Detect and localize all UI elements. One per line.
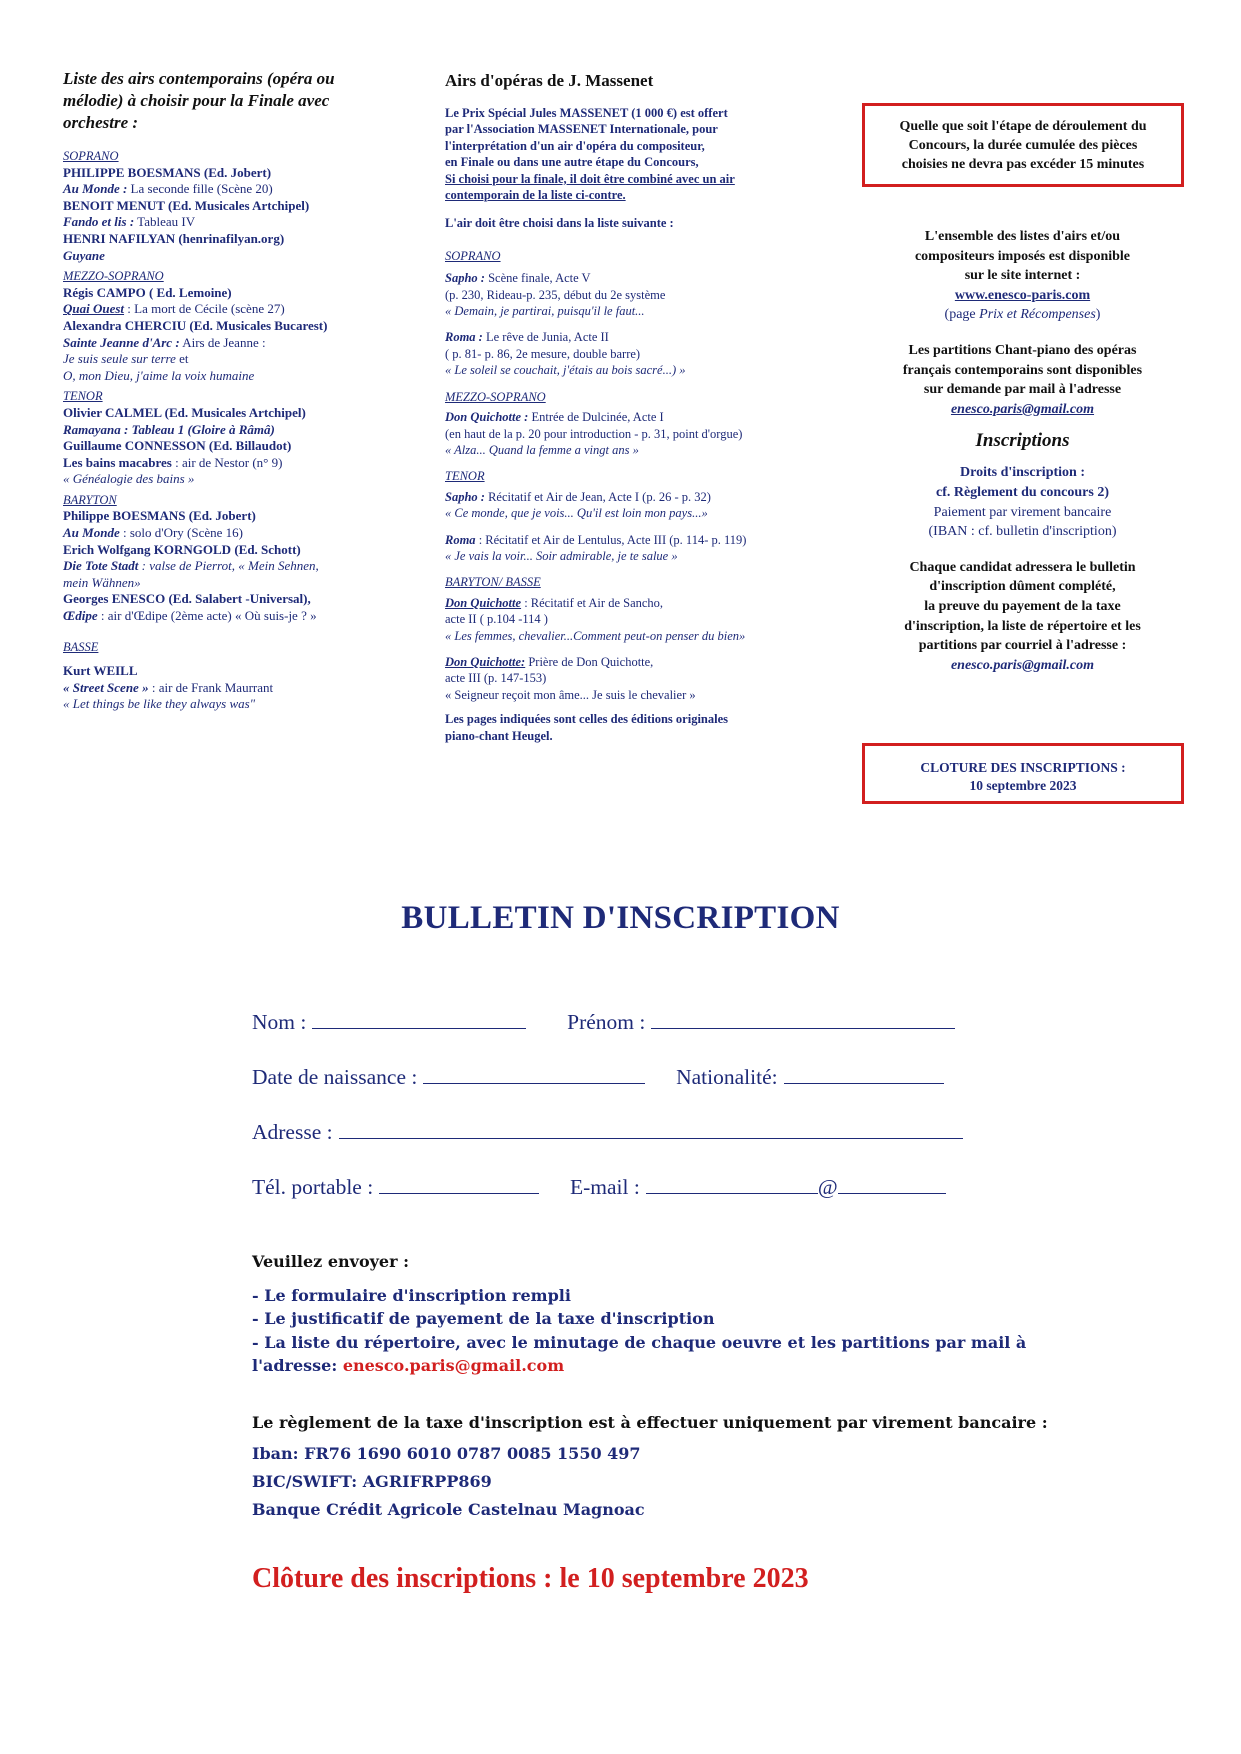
form-row-address: Adresse : [252,1118,963,1145]
email-field-domain[interactable] [838,1173,946,1194]
email-link[interactable]: enesco.paris@gmail.com [950,401,1095,417]
mid-section-bass: BARYTON/ BASSE [445,575,541,590]
finale-combination-note: Si choisi pour la finale, il doit être combiné avec un air [445,171,735,186]
instructions-email[interactable]: enesco.paris@gmail.com [342,1356,565,1375]
nom-field[interactable] [312,1008,526,1029]
form-row-birth: Date de naissance : Nationalité: [252,1063,944,1090]
right-column: L'ensemble des listes d'airs et/ou compositeurs imposés est disponible sur le site internet : www.enesco-paris.com (page Prix et Récompenses) Les partitions Chant-piano des opéras français contemporains sont disponibles sur demande par mail à l'adresse enesco.paris@gmail.com Inscriptions Droits d'inscription : cf. Règlement du concours 2) Paiement par virement bancaire (IBAN : cf. bulletin d'inscription) Chaque candidat adressera le bulletin d'inscription dûment complété, la preuve du payement de la taxe d'inscription, la liste de répertoire et les partitions par courriel à l'adresse : enesco.paris@gmail.com [860,227,1185,675]
form-row-name: Nom : Prénom : [252,1008,955,1035]
middle-column: Airs d'opéras de J. Massenet Le Prix Spécial Jules MASSENET (1 000 €) est offert par l'Association MASSENET Internationale, pour l'interprétation d'un air d'opéra du compositeur, en Finale ou dans une autre étape du Concours, Si choisi pour la finale, il doit être combiné avec un air contemporain de la liste ci-contre. L'air doit être choisi dans la liste suivante : SOPRANO Sapho : Scène finale, Acte V (p. 230, Rideau-p. 235, début du 2e système « Demain, je partirai, puisqu'il le faut... Roma : Le rêve de Junia, Acte II ( p. 81- p. 86, 2e mesure, double barre) « Le soleil se couchait, j'étais au bois sacré...) » MEZZO-SOPRANO Don Quichotte : Entrée de Dulcinée, Acte I (en haut de la p. 20 pour introduction - p. 31, point d'orgue) « Alza... Quand la femme a vingt ans » TENOR Sapho : Récitatif et Air de Jean, Acte I (p. 26 - p. 32) « Ce monde, que je vois... Qu'il est loin mon pays...» Roma : Récitatif et Air de Lentulus, Acte III (p. 114- p. 119) « Je vais la voir... Soir admirable, je te salue » BARYTON/ BASSE Don Quichotte : Récitatif et Air de Sancho, acte II ( p.104 -114 ) « Les femmes, chevalier...Comment peut-on penser du bien» Don Quichotte: Prière de Don Quichotte, acte III (p. 147-153) « Seigneur reçoit mon âme... Je suis le chevalier » Les pages indiquées sont celles des éditions originales piano-chant Heugel. [445,70,825,744]
closing-date-box: CLOTURE DES INSCRIPTIONS : 10 septembre 2023 [862,743,1184,804]
bank-name: Banque Crédit Agricole Castelnau Magnoac [252,1500,645,1519]
email-link-2[interactable]: enesco.paris@gmail.com [950,657,1095,673]
form-title: BULLETIN D'INSCRIPTION [401,900,840,936]
adresse-field[interactable] [339,1118,963,1139]
instructions: Veuillez envoyer : - Le formulaire d'inscription rempli - Le justificatif de payement de la taxe d'inscription - La liste du répertoire, avec le minutage de chaque oeuvre et les partitions par mail à l'adresse: enesco.paris@gmail.com Le règlement de la taxe d'inscription est à effectuer uniquement par virement bancaire : Iban: FR76 1690 6010 0787 0085 1550 497 BIC/SWIFT: AGRIFRPP869 Banque Crédit Agricole Castelnau Magnoac [252,1250,1052,1524]
section-label-basse: BASSE [63,639,99,654]
section-label-tenor: TENOR [63,389,103,404]
section-label-mezzo: MEZZO-SOPRANO [63,269,164,284]
form-row-contact: Tél. portable : E-mail : @ [252,1173,946,1200]
section-label-baryton: BARYTON [63,492,117,507]
mid-section-mezzo: MEZZO-SOPRANO [445,389,546,404]
deadline: Clôture des inscriptions : le 10 septembre 2023 [252,1563,809,1594]
website-link[interactable]: www.enesco-paris.com [954,287,1091,303]
mid-section-tenor: TENOR [445,469,485,484]
left-heading: Liste des airs contemporains (opéra ou mélodie) à choisir pour la Finale avec orchestre : [63,69,335,132]
middle-heading: Airs d'opéras de J. Massenet [445,71,654,90]
mid-section-soprano: SOPRANO [445,248,501,263]
date-naissance-field[interactable] [423,1063,645,1084]
email-field-user[interactable] [646,1173,818,1194]
section-label-soprano: SOPRANO [63,149,119,163]
inscriptions-title: Inscriptions [975,430,1070,452]
telephone-field[interactable] [379,1173,539,1194]
bic: BIC/SWIFT: AGRIFRPP869 [252,1472,492,1491]
nationalite-field[interactable] [784,1063,944,1084]
iban: Iban: FR76 1690 6010 0787 0085 1550 497 [252,1444,641,1463]
left-column: Liste des airs contemporains (opéra ou mélodie) à choisir pour la Finale avec orchestre : SOPRANO PHILIPPE BOESMANS (Ed. Jobert) Au Monde : La seconde fille (Scène 20) BENOIT MENUT (Ed. Musicales Artchipel) Fando et lis : Tableau IV HENRI NAFILYAN (henrinafilyan.org) Guyane MEZZO-SOPRANO Régis CAMPO ( Ed. Lemoine) Quai Ouest : La mort de Cécile (scène 27) Alexandra CHERCIU (Ed. Musicales Bucarest) Sainte Jeanne d'Arc : Airs de Jeanne : Je suis seule sur terre et O, mon Dieu, j'aime la voix humaine TENOR Olivier CALMEL (Ed. Musicales Artchipel) Ramayana : Tableau 1 (Gloire à Râmâ) Guillaume CONNESSON (Ed. Billaudot) Les bains macabres : air de Nestor (n° 9) « Généalogie des bains » BARYTON Philippe BOESMANS (Ed. Jobert) Au Monde : solo d'Ory (Scène 16) Erich Wolfgang KORNGOLD (Ed. Schott) Die Tote Stadt : valse de Pierrot, « Mein Sehnen, mein Wähnen» Georges ENESCO (Ed. Salabert -Universal), Œdipe : air d'Œdipe (2ème acte) « Où suis-je ? » BASSE Kurt WEILL « Street Scene » : air de Frank Maurrant « Let things be like they always was" [63,68,393,713]
prenom-field[interactable] [651,1008,955,1029]
duration-notice-box: Quelle que soit l'étape de déroulement du Concours, la durée cumulée des pièces choisies ne devra pas excéder 15 minutes [862,103,1184,187]
editions-footnote: Les pages indiquées sont celles des éditions originales [445,712,729,727]
